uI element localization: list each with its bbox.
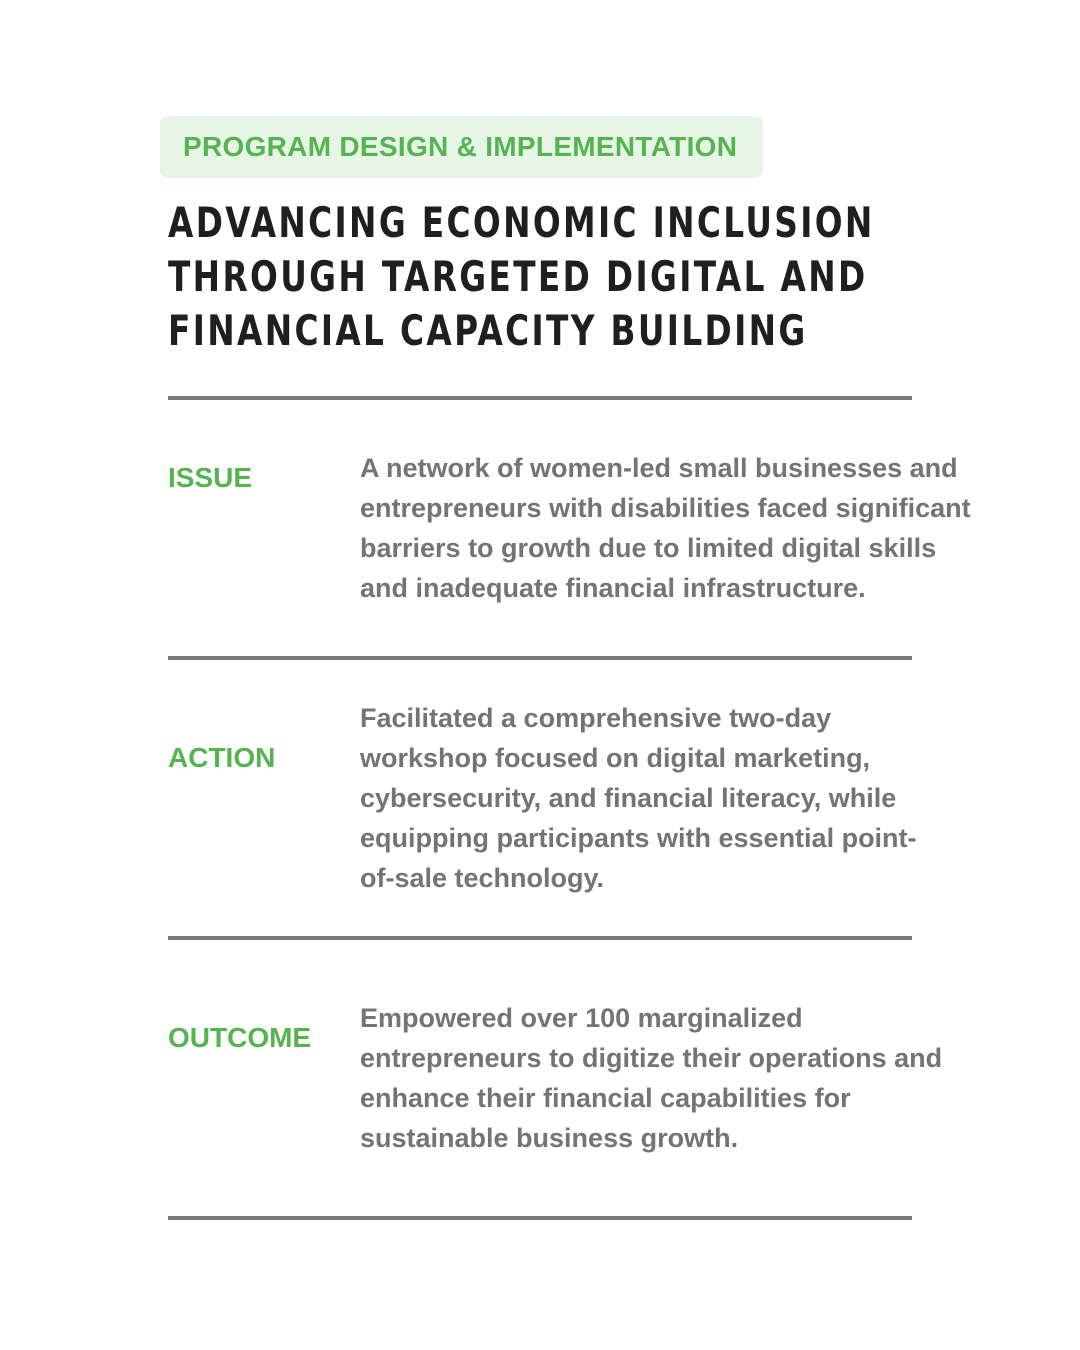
outcome-text-line: entrepreneurs to digitize their operations and — [360, 1043, 943, 1073]
issue-text — [360, 448, 1060, 608]
action-label: ACTION — [168, 742, 276, 773]
outcome-text-line: Empowered over 100 marginalized — [360, 1003, 803, 1033]
category-badge — [160, 116, 763, 178]
action-text — [360, 698, 1060, 898]
outcome-label: OUTCOME — [168, 1022, 312, 1053]
action-text-line: equipping participants with essential point- — [360, 823, 917, 853]
divider-bottom — [168, 1216, 912, 1220]
issue-text-line: entrepreneurs with disabilities faced significant — [360, 493, 971, 523]
action-text-line: Facilitated a comprehensive two-day — [360, 703, 832, 733]
divider-issue — [168, 656, 912, 660]
outcome-text-line: sustainable business growth. — [360, 1123, 739, 1153]
title-line: ADVANCING ECONOMIC INCLUSION — [168, 198, 875, 247]
page-title — [168, 196, 928, 358]
issue-text-line: A network of women-led small businesses and — [360, 453, 958, 483]
category-label: PROGRAM DESIGN & IMPLEMENTATION — [183, 131, 738, 162]
divider-action — [168, 936, 912, 940]
title-line: THROUGH TARGETED DIGITAL AND — [168, 252, 868, 301]
divider-top — [168, 396, 912, 400]
action-text-line: cybersecurity, and financial literacy, while — [360, 783, 897, 813]
issue-text-line: barriers to growth due to limited digital skills — [360, 533, 937, 563]
action-text-line: workshop focused on digital marketing, — [360, 743, 871, 773]
outcome-text-line: enhance their financial capabilities for — [360, 1083, 851, 1113]
issue-text-line: and inadequate financial infrastructure. — [360, 573, 866, 603]
issue-label: ISSUE — [168, 462, 253, 493]
action-text-line: of-sale technology. — [360, 863, 605, 893]
title-line: FINANCIAL CAPACITY BUILDING — [168, 306, 808, 355]
outcome-text — [360, 998, 1060, 1158]
